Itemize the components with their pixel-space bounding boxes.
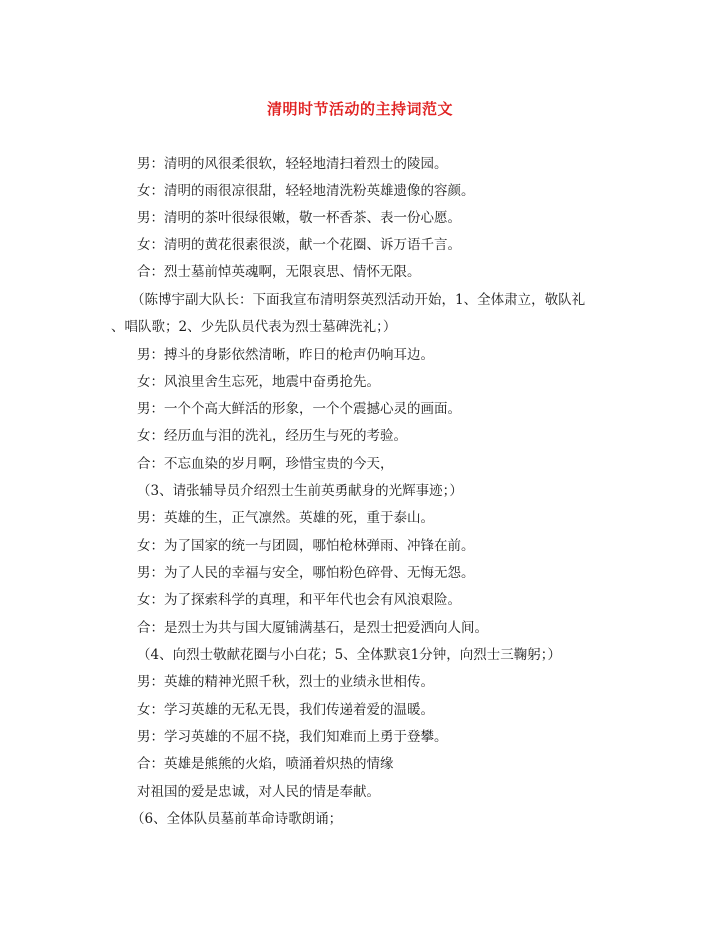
script-line: 、唱队歌；2、少先队员代表为烈士墓碑洗礼；） (111, 319, 397, 335)
script-line: 女：清明的雨很凉很甜，轻轻地清洗粉英雄遗像的容颜。 (137, 183, 475, 199)
script-line: 女：为了探索科学的真理，和平年代也会有风浪艰险。 (137, 592, 461, 608)
script-line: 男：为了人民的幸福与安全，哪怕粉色碎骨、无悔无怨。 (137, 565, 475, 581)
script-line: 女：经历血与泪的洗礼，经历生与死的考验。 (137, 428, 407, 444)
script-line: 女：学习英雄的无私无畏，我们传递着爱的温暖。 (137, 702, 434, 718)
script-line: 男：学习英雄的不屈不挠，我们知难而上勇于登攀。 (137, 729, 448, 745)
script-line: 男：搏斗的身影依然清晰，昨日的枪声仍响耳边。 (137, 347, 434, 363)
document-title: 清明时节活动的主持词范文 (266, 100, 453, 118)
script-line: 合：英雄是熊熊的火焰，喷涌着炽热的情缘 (137, 756, 394, 772)
script-line: 合：烈士墓前悼英魂啊，无限哀思、情怀无限。 (137, 264, 421, 280)
script-line: 男：清明的茶叶很绿很嫩，敬一杯香茶、表一份心愿。 (137, 210, 461, 226)
script-line: （陈博宇副大队长：下面我宣布清明祭英烈活动开始，1、全体肃立，敬队礼 (131, 292, 586, 308)
script-line: （6、全体队员墓前革命诗歌朗诵； (131, 811, 343, 827)
script-line: 女：为了国家的统一与团圆，哪怕枪林弹雨、冲锋在前。 (137, 538, 475, 554)
script-line: 女：风浪里舍生忘死，地震中奋勇抢先。 (137, 374, 380, 390)
script-line: 合：是烈士为共与国大厦铺满基石，是烈士把爱洒向人间。 (137, 620, 488, 636)
script-line: 男：清明的风很柔很软，轻轻地清扫着烈士的陵园。 (137, 156, 448, 172)
script-line: （3、请张辅导员介绍烈士生前英勇献身的光辉事迹；） (137, 483, 463, 499)
script-line: 女：清明的黄花很素很淡，献一个花圈、诉万语千言。 (137, 237, 461, 253)
script-line: 男：英雄的精神光照千秋，烈士的业绩永世相传。 (137, 674, 434, 690)
script-line: 男：英雄的生，正气凛然。英雄的死，重于泰山。 (137, 510, 434, 526)
script-line: （4、向烈士敬献花圈与小白花；5、全体默哀1分钟，向烈士三鞠躬；） (137, 647, 562, 663)
script-line: 对祖国的爱是忠诚，对人民的情是奉献。 (137, 784, 380, 800)
script-line: 男：一个个高大鲜活的形象，一个个震撼心灵的画面。 (137, 401, 461, 417)
script-line: 合：不忘血染的岁月啊，珍惜宝贵的今天， (137, 456, 394, 472)
